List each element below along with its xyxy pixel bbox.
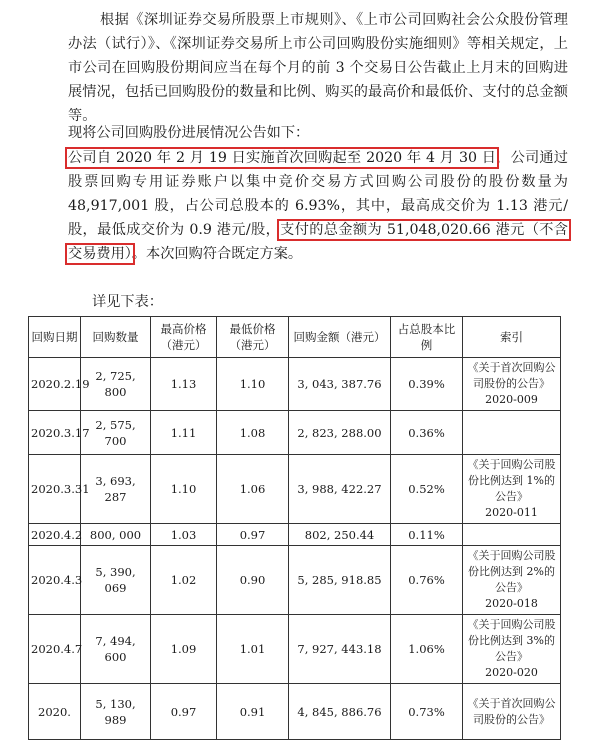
cell-quantity: 800, 000 <box>81 524 151 546</box>
table-row <box>29 615 561 684</box>
cell-high: 0.97 <box>151 684 217 740</box>
reference-number: 2020-020 <box>485 666 538 679</box>
cell-reference <box>463 524 561 546</box>
cell-date: 2020.3.17 <box>29 411 81 455</box>
reference-title: 《关于回购公司股份比例达到 1%的公告》 <box>467 458 556 503</box>
cell-quantity: 2, 725, 800 <box>81 358 151 411</box>
cell-low: 1.10 <box>217 358 289 411</box>
table-row <box>29 684 561 740</box>
cell-high: 1.13 <box>151 358 217 411</box>
cell-low: 1.01 <box>217 615 289 684</box>
cell-low: 0.91 <box>217 684 289 740</box>
reference-number: 2020-009 <box>485 393 538 406</box>
highlight-period: 公司自 2020 年 2 月 19 日实施首次回购起至 2020 年 4 月 30 日 <box>68 150 497 166</box>
cell-reference <box>463 411 561 455</box>
table-row <box>29 358 561 411</box>
cell-quantity: 2, 575, 700 <box>81 411 151 455</box>
cell-reference <box>463 455 561 524</box>
cell-low: 0.90 <box>217 546 289 615</box>
header-amount: 回购金额（港元） <box>289 317 391 358</box>
table-row <box>29 411 561 455</box>
cell-percent: 0.76% <box>391 546 463 615</box>
table-row <box>29 524 561 546</box>
cell-percent: 1.06% <box>391 615 463 684</box>
table-header-row <box>29 317 561 358</box>
cell-quantity: 5, 390, 069 <box>81 546 151 615</box>
cell-date: 2020.4.7 <box>29 615 81 684</box>
header-percent: 占总股本比例 <box>391 317 463 358</box>
cell-percent: 0.73% <box>391 684 463 740</box>
cell-amount: 2, 823, 288.00 <box>289 411 391 455</box>
cell-percent: 0.36% <box>391 411 463 455</box>
cell-high: 1.03 <box>151 524 217 546</box>
reference-title: 《关于首次回购公司股份的公告》 <box>467 696 556 726</box>
cell-reference <box>463 615 561 684</box>
cell-date: 2020.4.2 <box>29 524 81 546</box>
highlight-amount: 支付的总金额为 51,048,020.66 港元（不含交易费用） <box>68 222 568 262</box>
cell-low: 1.08 <box>217 411 289 455</box>
cell-high: 1.02 <box>151 546 217 615</box>
cell-low: 1.06 <box>217 455 289 524</box>
buyback-table <box>28 316 561 740</box>
cell-amount: 3, 988, 422.27 <box>289 455 391 524</box>
cell-percent: 0.39% <box>391 358 463 411</box>
cell-reference <box>463 358 561 411</box>
reference-title: 《关于首次回购公司股份的公告》 <box>467 361 556 390</box>
cell-date: 2020.3.31 <box>29 455 81 524</box>
cell-reference <box>463 684 561 740</box>
table-row <box>29 546 561 615</box>
cell-quantity: 3, 693, 287 <box>81 455 151 524</box>
intro-paragraph: 根据《深圳证券交易所股票上市规则》、《上市公司回购社会公众股份管理办法（试行）》、《深圳证券交易所上市公司回购股份实施细则》等相关规定，上市公司在回购股份期间应当在每个月的前 3 个交易日公告截止上月末的回购进展情况，包括已回购股份的数量和比例、购买的最高价和最低价、支付的总金额等。 <box>68 12 568 124</box>
cell-amount: 5, 285, 918.85 <box>289 546 391 615</box>
cell-reference <box>463 546 561 615</box>
cell-high: 1.09 <box>151 615 217 684</box>
progress-paragraph <box>68 146 568 266</box>
cell-percent: 0.11% <box>391 524 463 546</box>
cell-high: 1.10 <box>151 455 217 524</box>
header-reference: 索引 <box>463 317 561 358</box>
header-date: 回购日期 <box>29 317 81 358</box>
cell-low: 0.97 <box>217 524 289 546</box>
reference-title: 《关于回购公司股份比例达到 2%的公告》 <box>467 549 556 594</box>
cell-percent: 0.52% <box>391 455 463 524</box>
cell-amount: 802, 250.44 <box>289 524 391 546</box>
cell-amount: 3, 043, 387.76 <box>289 358 391 411</box>
table-row <box>29 455 561 524</box>
cell-amount: 7, 927, 443.18 <box>289 615 391 684</box>
detail-line: 详见下表： <box>92 294 163 310</box>
cell-quantity: 7, 494, 600 <box>81 615 151 684</box>
cell-amount: 4, 845, 886.76 <box>289 684 391 740</box>
cell-quantity: 5, 130, 989 <box>81 684 151 740</box>
header-low-price: 最低价格（港元） <box>217 317 289 358</box>
reference-title: 《关于回购公司股份比例达到 3%的公告》 <box>467 618 556 663</box>
cell-date: 2020. <box>29 684 81 740</box>
cell-date: 2020.2.19 <box>29 358 81 411</box>
reference-number: 2020-011 <box>485 506 538 519</box>
cell-date: 2020.4.3 <box>29 546 81 615</box>
progress-tail: 。本次回购符合既定方案。 <box>131 246 303 262</box>
progress-body: ，公司通过股票回购专用证券账户以集中竞价交易方式回购公司股份的股份数量为 48,917,001 股，占公司总股本的 6.93%，其中，最高成交价为 1.13 港元/股，最低成交价为 0.9 港元/股， <box>68 150 568 238</box>
reference-number: 2020-018 <box>485 597 538 610</box>
cell-high: 1.11 <box>151 411 217 455</box>
header-high-price: 最高价格（港元） <box>151 317 217 358</box>
progress-intro-line: 现将公司回购股份进展情况公告如下： <box>68 125 310 141</box>
header-quantity: 回购数量 <box>81 317 151 358</box>
